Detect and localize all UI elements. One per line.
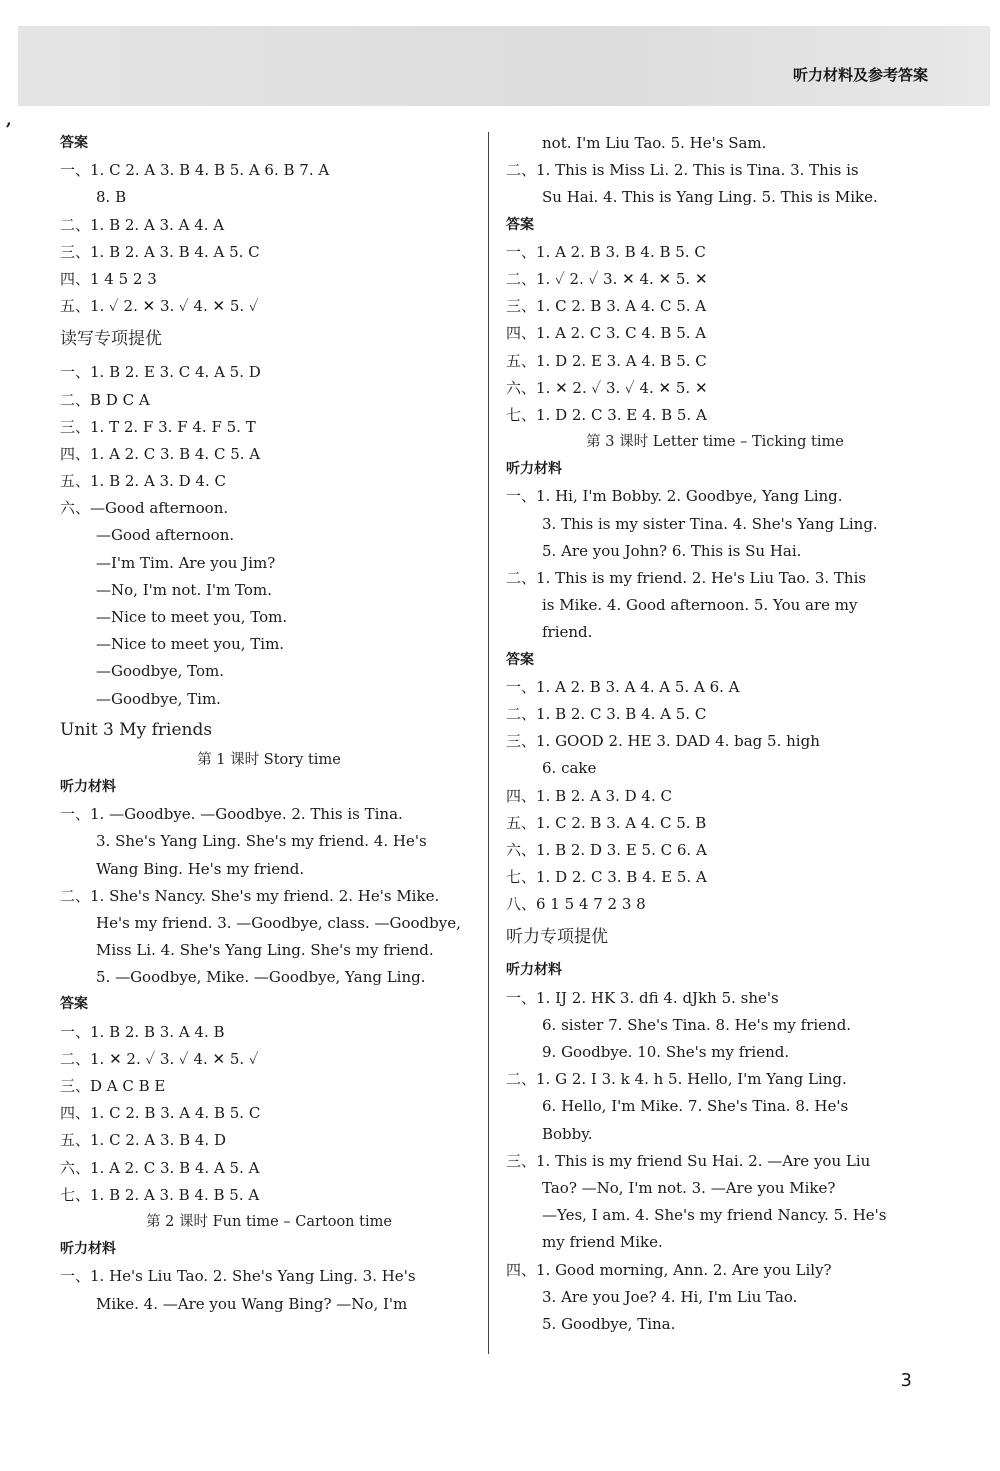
text-line: —Nice to meet you, Tim. <box>96 635 285 654</box>
text-line: 第 3 课时 Letter time – Ticking time <box>586 434 844 451</box>
text-line: 听力材料 <box>506 461 562 478</box>
text-line: 9. Goodbye. 10. She's my friend. <box>542 1043 790 1061</box>
text-line: 五、1. ✓ 2. ✕ 3. ✓ 4. ✕ 5. ✓ <box>60 297 259 316</box>
text-line: 听力材料 <box>60 778 116 795</box>
text-line: 四、1. A 2. C 3. B 4. C 5. A <box>60 444 261 463</box>
text-line: 6. Hello, I'm Mike. 7. She's Tina. 8. He's <box>542 1097 849 1116</box>
running-header: 听力材料及参考答案 <box>792 66 928 84</box>
text-line: 四、1. Good morning, Ann. 2. Are you Lily? <box>506 1260 832 1279</box>
text-line: 一、1. C 2. A 3. B 4. B 5. A 6. B 7. A <box>60 161 330 180</box>
text-line: 三、1. C 2. B 3. A 4. C 5. A <box>506 297 707 316</box>
text-line: 二、1. This is Miss Li. 2. This is Tina. 3. This is <box>506 161 859 180</box>
text-line: 5. Are you John? 6. This is Su Hai. <box>542 541 802 560</box>
text-line: 二、B D C A <box>60 390 150 409</box>
text-line: 一、1. IJ 2. HK 3. dfi 4. dJkh 5. she's <box>506 988 779 1007</box>
text-line: 二、1. She's Nancy. She's my friend. 2. He's Mike. <box>60 886 440 905</box>
text-line: 答案 <box>506 651 534 668</box>
text-line: 第 1 课时 Story time <box>197 751 341 768</box>
text-line: 3. This is my sister Tina. 4. She's Yang Ling. <box>542 514 878 533</box>
text-line: 答案 <box>60 135 88 151</box>
text-line: 六、—Good afternoon. <box>60 499 229 518</box>
text-line: —Goodbye, Tom. <box>96 662 224 681</box>
text-line: 五、1. D 2. E 3. A 4. B 5. C <box>506 351 707 370</box>
text-line: 二、1. G 2. I 3. k 4. h 5. Hello, I'm Yang Ling. <box>506 1070 847 1089</box>
text-line: 四、1. C 2. B 3. A 4. B 5. C <box>60 1104 261 1123</box>
text-line: 三、1. T 2. F 3. F 4. F 5. T <box>60 417 256 436</box>
text-line: not. I'm Liu Tao. 5. He's Sam. <box>542 134 767 152</box>
text-line: 一、1. B 2. B 3. A 4. B <box>60 1022 225 1041</box>
text-line: 三、D A C B E <box>60 1077 166 1095</box>
right-column <box>506 130 924 1338</box>
text-line: 二、1. ✕ 2. ✓ 3. ✓ 4. ✕ 5. ✓ <box>60 1049 259 1068</box>
text-line: Su Hai. 4. This is Yang Ling. 5. This is Mike. <box>542 188 878 207</box>
text-line: 读写专项提优 <box>60 329 162 350</box>
corner-mark: , <box>6 110 12 129</box>
text-line: 一、1. He's Liu Tao. 2. She's Yang Ling. 3. He's <box>60 1267 416 1286</box>
page-number: 3 <box>900 1370 912 1391</box>
text-line: 五、1. C 2. B 3. A 4. C 5. B <box>506 813 707 832</box>
text-line: my friend Mike. <box>542 1233 663 1252</box>
text-line: —Good afternoon. <box>96 526 235 545</box>
text-line: 二、1. This is my friend. 2. He's Liu Tao. 3. This <box>506 569 867 587</box>
text-line: Wang Bing. He's my friend. <box>96 859 305 878</box>
text-line: 四、1 4 5 2 3 <box>60 269 157 288</box>
text-line: 答案 <box>60 996 88 1013</box>
text-line: 八、6 1 5 4 7 2 3 8 <box>506 895 646 914</box>
text-line: 二、1. B 2. C 3. B 4. A 5. C <box>506 704 707 723</box>
text-line: Mike. 4. —Are you Wang Bing? —No, I'm <box>96 1294 408 1313</box>
text-line: 5. Goodbye, Tina. <box>542 1314 676 1333</box>
text-line: Tao? —No, I'm not. 3. —Are you Mike? <box>542 1178 836 1197</box>
text-line: 第 2 课时 Fun time – Cartoon time <box>146 1213 392 1230</box>
text-line: 8. B <box>96 188 127 207</box>
text-line: He's my friend. 3. —Goodbye, class. —Goodbye, <box>96 913 461 932</box>
text-line: —I'm Tim. Are you Jim? <box>96 553 276 572</box>
text-line: Unit 3 My friends <box>60 719 213 740</box>
text-line: Bobby. <box>542 1124 593 1143</box>
text-line: —No, I'm not. I'm Tom. <box>96 580 272 599</box>
text-line: 七、1. B 2. A 3. B 4. B 5. A <box>60 1185 260 1204</box>
text-line: 六、1. ✕ 2. ✓ 3. ✓ 4. ✕ 5. ✕ <box>506 378 708 397</box>
text-line: 听力材料 <box>60 1241 116 1258</box>
text-line: 6. sister 7. She's Tina. 8. He's my friend. <box>542 1015 852 1034</box>
text-line: 二、1. ✓ 2. ✓ 3. ✕ 4. ✕ 5. ✕ <box>506 269 708 288</box>
left-column <box>60 130 478 1318</box>
text-line: 三、1. GOOD 2. HE 3. DAD 4. bag 5. high <box>506 732 820 751</box>
text-line: —Nice to meet you, Tom. <box>96 608 288 626</box>
text-line: 听力专项提优 <box>506 927 608 948</box>
text-line: 3. She's Yang Ling. She's my friend. 4. He's <box>96 832 427 851</box>
text-line: 五、1. B 2. A 3. D 4. C <box>60 472 226 491</box>
text-line: 七、1. D 2. C 3. B 4. E 5. A <box>506 868 707 887</box>
text-line: 六、1. B 2. D 3. E 5. C 6. A <box>506 840 707 859</box>
text-line: —Yes, I am. 4. She's my friend Nancy. 5. He's <box>542 1206 887 1225</box>
text-line: 四、1. A 2. C 3. C 4. B 5. A <box>506 324 707 343</box>
text-line: 6. cake <box>542 759 597 778</box>
text-line: 一、1. A 2. B 3. B 4. B 5. C <box>506 242 706 261</box>
text-line: 听力材料 <box>506 962 562 979</box>
text-line: 六、1. A 2. C 3. B 4. A 5. A <box>60 1158 260 1177</box>
text-line: 3. Are you Joe? 4. Hi, I'm Liu Tao. <box>542 1287 798 1306</box>
text-line: 五、1. C 2. A 3. B 4. D <box>60 1131 226 1150</box>
text-line: 三、1. B 2. A 3. B 4. A 5. C <box>60 242 260 261</box>
text-line: 七、1. D 2. C 3. E 4. B 5. A <box>506 405 707 424</box>
text-line: 5. —Goodbye, Mike. —Goodbye, Yang Ling. <box>96 968 426 987</box>
text-line: —Goodbye, Tim. <box>96 689 221 708</box>
text-line: Miss Li. 4. She's Yang Ling. She's my friend. <box>96 941 434 960</box>
text-line: 一、1. B 2. E 3. C 4. A 5. D <box>60 363 261 382</box>
text-line: 二、1. B 2. A 3. A 4. A <box>60 215 225 234</box>
text-line: 一、1. Hi, I'm Bobby. 2. Goodbye, Yang Ling. <box>506 487 843 506</box>
text-line: 一、1. A 2. B 3. A 4. A 5. A 6. A <box>506 677 740 696</box>
text-line: 四、1. B 2. A 3. D 4. C <box>506 786 672 805</box>
text-line: friend. <box>542 623 593 642</box>
text-line: is Mike. 4. Good afternoon. 5. You are my <box>542 596 858 615</box>
text-line: 一、1. —Goodbye. —Goodbye. 2. This is Tina. <box>60 805 403 824</box>
text-line: 答案 <box>506 216 534 233</box>
column-divider <box>488 132 489 1354</box>
text-line: 三、1. This is my friend Su Hai. 2. —Are you Liu <box>506 1151 871 1170</box>
